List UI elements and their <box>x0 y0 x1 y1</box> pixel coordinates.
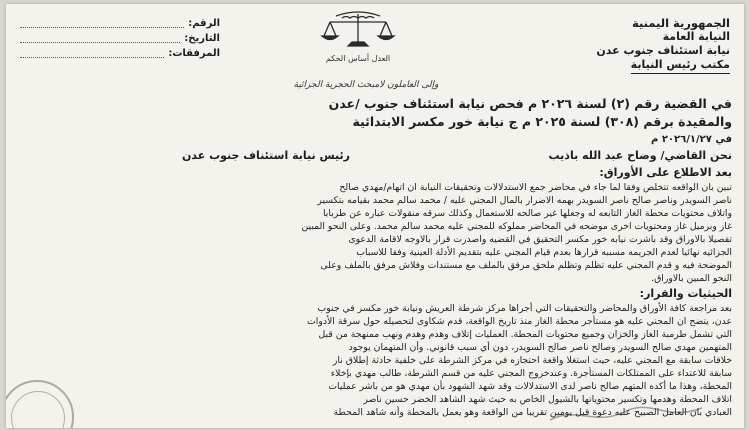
facts-line: التي تشمل طرمبة الغاز والخزان وجميع محتويات المحطة. العمليات إتلاف وهدم وهدم ونهب ممنهجة من قبل <box>318 329 732 340</box>
signature-scribble-icon <box>546 402 706 428</box>
judge-name: نحن القاضي/ وضاح عبد الله باذيب <box>548 149 732 162</box>
issuer-names-row <box>22 149 732 162</box>
reference-number-blank <box>20 19 184 28</box>
facts-line: خلافات سابقة مع المجني عليه، حيث استغلا واقعة احتجازه في مركز الشرطة على خلفية حادثة إطلاق نار <box>332 355 732 366</box>
issuer-header <box>520 16 730 74</box>
review-line: تبين بان الواقعه تتخلص وفقا لما جاء في محاضر جمع الاستدلالات وتحقيقات النيابة ان اتهام/مهدي صالح <box>339 182 732 193</box>
review-paragraph <box>22 181 732 285</box>
facts-line: عدن، يتضح ان المجني عليه هو مستأجر محطة الغاز منذ تاريخ الواقعة، قدم شكاوى لتحصيله حول سرقة الأدوات <box>307 316 732 327</box>
attachments-label: المرفقات: <box>168 48 220 59</box>
facts-heading: الحيثيات والقرار: <box>639 287 732 300</box>
facts-line: المحطة، وهذا ما أكده المتهم صالح ناصر لدى الاستدلالات وقد شهد الشهود بأن مهدي هو من باشر عمليات <box>328 381 732 392</box>
review-line: واتلاف محتويات محطة الغاز التابعه له وجعلها غير صالحه للاستعمال وكذلك سرقه منقولات عباره عن طربابا <box>322 208 732 219</box>
issuer-line-2: النيابة العامة <box>662 30 730 43</box>
review-line: الموضحة فيه و قدم المجني عليه تظلم وتظلم ملحق مرفق بالملف مع مستندات وفلاش مرفق بالملف وعلى <box>320 260 732 271</box>
issuer-line-4: مكتب رئيس النيابة <box>631 58 730 74</box>
scales-of-justice-icon <box>306 10 410 52</box>
reference-number-label: الرقم: <box>188 18 220 29</box>
review-line: غاز وبرميل غاز ومحتويات اخرى موضحه في المحاضر مملوكه للمجني عليه محمد سالم محمد. وعلى النحو المبين <box>301 221 732 232</box>
review-line: تفصيلا بالاوراق وقد باشرت نيابه خور مكسر التحقيق في القضيه واصدرت قرار بالاوجه لاقامة الدعوى <box>348 234 732 245</box>
emblem-motto: العدل أساس الحكم <box>325 54 391 63</box>
issuer-line-1: الجمهورية اليمنية <box>631 16 730 30</box>
reference-date-row <box>20 31 220 46</box>
attachments-blank <box>20 49 164 58</box>
judge-role: رئيس نيابة استئناف جنوب عدن <box>182 149 350 162</box>
review-line: ناصر السويدر وناصر صالح ناصر السويدر بهمه الاضرار بالمال المجني عليه / محمد سالم محمد بقيامه بتكسير <box>317 195 732 206</box>
facts-line: بعد مراجعة كافة الأوراق والمحاضر والتحقيقات التي أجراها مركز شرطة العريش ونيابة خور مكسر في جنوب <box>317 303 732 314</box>
reference-number-row <box>20 16 220 31</box>
case-registration-line: والمقيدة برقم (٣٠٨) لسنة ٢٠٢٥ م ج نيابة خور مكسر الابتدائية <box>352 114 732 129</box>
issuer-line-3: نيابة استئناف جنوب عدن <box>596 44 730 57</box>
facts-line: اتلاف المحطة وهدمها وتكسير محتوياتها بالشيول الخاص به حيث شهد الشاهد الخضر حسين ناصر <box>363 394 732 405</box>
facts-line: العبادي بان العامل الصبيح عليه دعوة قبل يومين تقريبا من الواقعة وهو يعمل بالمحطة وأنه شاهد المحطة <box>333 407 732 418</box>
facts-line: المتهمين مهدي صالح السويدر وصالح ناصر صالح السويدر، دون أي سبب قانوني. وأن المتهمان يوجود <box>348 342 732 353</box>
reference-date-blank <box>20 34 180 43</box>
attachments-row <box>20 46 220 61</box>
review-line: الجزائيه نهائيا لعدم الجريمه مسببه قرارها بعدم قيام المجني عليه بتقديم الأدلة العينية وفقا للاسباب <box>356 247 732 258</box>
handwritten-annotation: وإلى العاملون لامبحث الحجرية الجزائية <box>293 80 439 90</box>
facts-line: سابقة للاعتداء على الممتلكات المستأجرة. وعندخروج المجني عليه من قسم الشرطة، طالب مهدي بإخلاء <box>330 368 732 379</box>
review-line: النحو المبين بالاوراق. <box>651 273 732 284</box>
review-heading: بعد الاطلاع على الأوراق: <box>599 166 732 179</box>
reference-date-label: التاريخ: <box>184 33 220 44</box>
decision-date: في ٢٠٢٦/١/٢٧ م <box>651 134 732 145</box>
document-page <box>6 4 744 428</box>
reference-fields <box>20 16 220 61</box>
scales-emblem <box>306 10 410 63</box>
case-number-line: في القضية رقم (٢) لسنة ٢٠٢٦ م فحص نيابة استئناف جنوب /عدن <box>328 96 732 111</box>
